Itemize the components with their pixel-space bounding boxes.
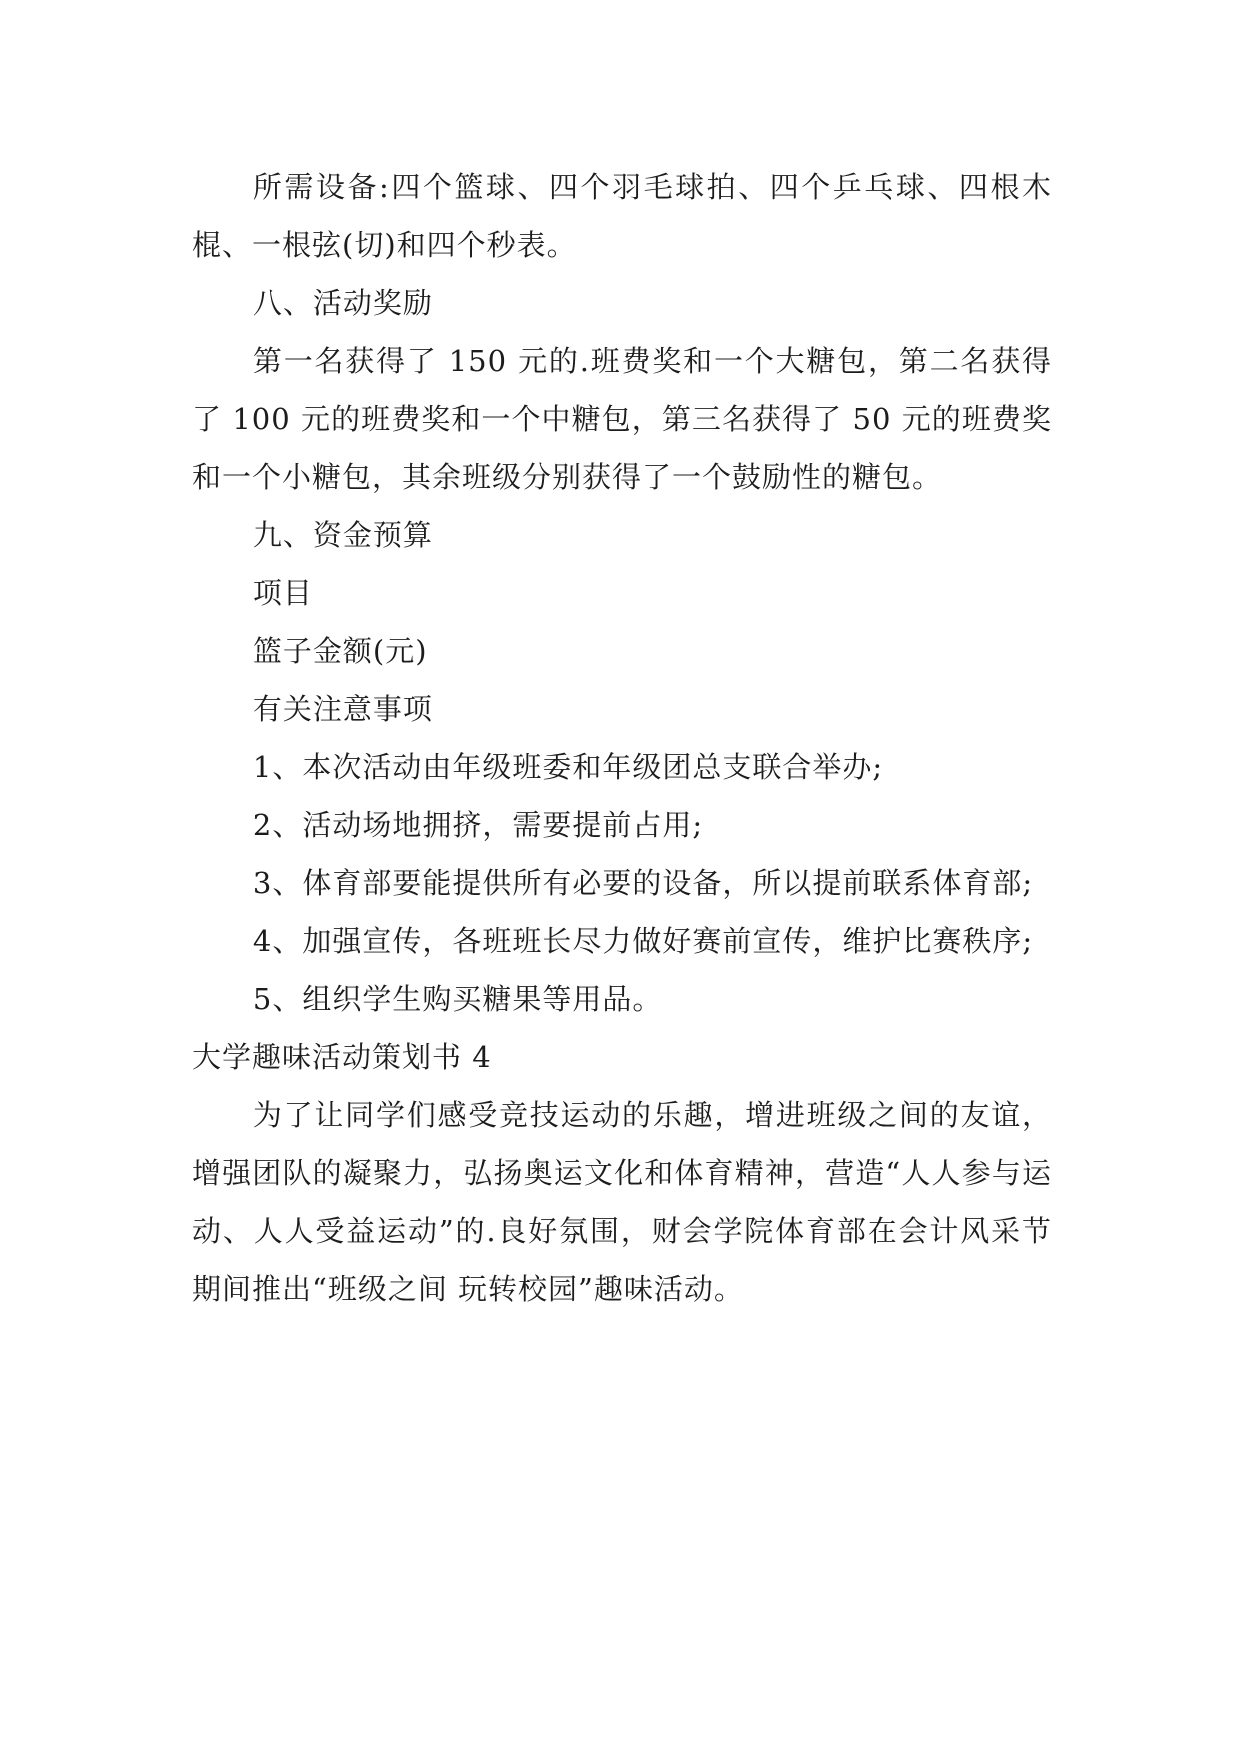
note-item: 3、体育部要能提供所有必要的设备，所以提前联系体育部;: [252, 866, 1034, 900]
document-body: [192, 158, 1052, 1318]
budget-item-label: 项目: [252, 576, 313, 610]
budget-amount-label: 篮子金额(元): [252, 634, 428, 668]
note-item: 4、加强宣传，各班班长尽力做好赛前宣传，维护比赛秩序;: [252, 924, 1034, 958]
document-title: 大学趣味活动策划书 4: [192, 1040, 492, 1074]
note-item: 5、组织学生购买糖果等用品。: [252, 982, 663, 1016]
section-heading-budget: 九、资金预算: [252, 518, 433, 552]
paragraph-intro: 为了让同学们感受竞技运动的乐趣，增进班级之间的友谊，增强团队的凝聚力，弘扬奥运文化和体育精神，营造“人人参与运动、人人受益运动”的.良好氛围，财会学院体育部在会计风采节期间推出“班级之间 玩转校园”趣味活动。: [192, 1098, 1052, 1306]
section-heading-awards: 八、活动奖励: [252, 286, 433, 320]
paragraph-awards: 第一名获得了 150 元的.班费奖和一个大糖包，第二名获得了 100 元的班费奖和一个中糖包，第三名获得了 50 元的班费奖和一个小糖包，其余班级分别获得了一个鼓励性的糖包。: [192, 344, 1052, 494]
note-item: 1、本次活动由年级班委和年级团总支联合举办;: [252, 750, 884, 784]
paragraph-equipment: 所需设备:四个篮球、四个羽毛球拍、四个乒乓球、四根木棍、一根弦(切)和四个秒表。: [192, 170, 1052, 262]
note-item: 2、活动场地拥挤，需要提前占用;: [252, 808, 704, 842]
notes-heading: 有关注意事项: [252, 692, 433, 726]
